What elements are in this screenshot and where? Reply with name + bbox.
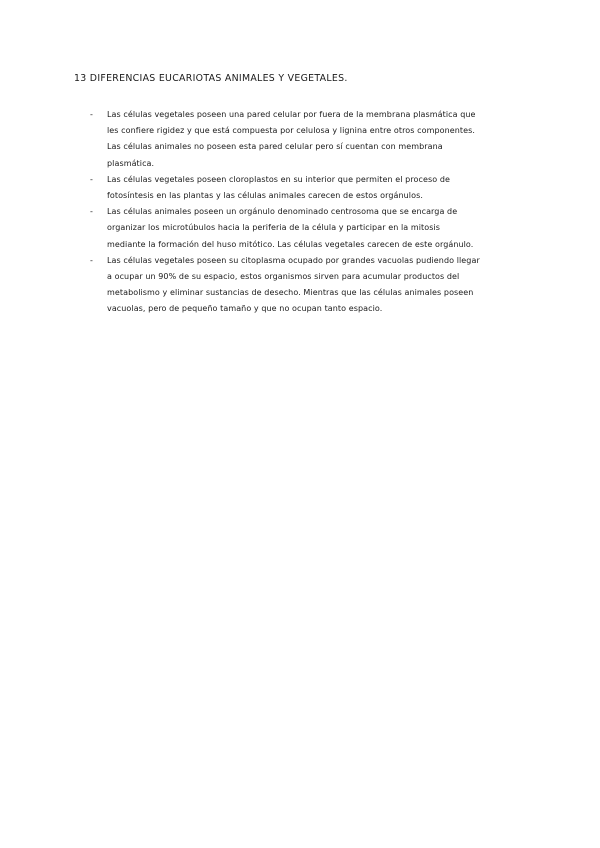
bullet-dash: -: [90, 207, 93, 217]
list-item-text-line: Las células animales no poseen esta pared celular pero sí cuentan con membrana: [107, 142, 443, 152]
list-item-cell-wall: [90, 107, 540, 172]
bullet-dash: -: [90, 174, 93, 184]
bullet-dash: -: [90, 255, 93, 265]
section-heading: 13 DIFERENCIAS EUCARIOTAS ANIMALES Y VEGETALES.: [74, 73, 348, 84]
list-item-text-line: mediante la formación del huso mitótico. Las células vegetales carecen de este orgánulo.: [107, 239, 474, 249]
list-item-text-line: metabolismo y eliminar sustancias de desecho. Mientras que las células animales poseen: [107, 288, 474, 298]
list-item-text-line: plasmática.: [107, 158, 155, 168]
list-item-text-line: Las células vegetales poseen una pared celular por fuera de la membrana plasmática que: [107, 110, 476, 119]
list-item-chloroplasts: [90, 172, 540, 204]
list-item-text-line: Las células vegetales poseen cloroplastos en su interior que permiten el proceso de: [107, 174, 450, 184]
list-item-text-line: les confiere rigidez y que está compuesta por celulosa y lignina entre otros componentes.: [107, 126, 476, 136]
list-item-text-line: vacuolas, pero de pequeño tamaño y que no ocupan tanto espacio.: [107, 304, 383, 314]
list-item-text-line: organizar los microtúbulos hacia la periferia de la célula y participar en la mitosis: [107, 223, 441, 233]
list-item-text-line: Las células vegetales poseen su citoplasma ocupado por grandes vacuolas pudiendo llegar: [107, 255, 480, 265]
list-item-vacuoles: [90, 253, 540, 318]
list-item-text-line: fotosíntesis en las plantas y las células animales carecen de estos orgánulos.: [107, 191, 423, 201]
list-item-text-line: Las células animales poseen un orgánulo denominado centrosoma que se encarga de: [107, 207, 458, 217]
list-item-centrosome: [90, 204, 540, 253]
list-item-text-line: a ocupar un 90% de su espacio, estos organismos sirven para acumular productos del: [107, 272, 460, 282]
bullet-dash: -: [90, 110, 93, 119]
differences-list: [90, 107, 540, 318]
